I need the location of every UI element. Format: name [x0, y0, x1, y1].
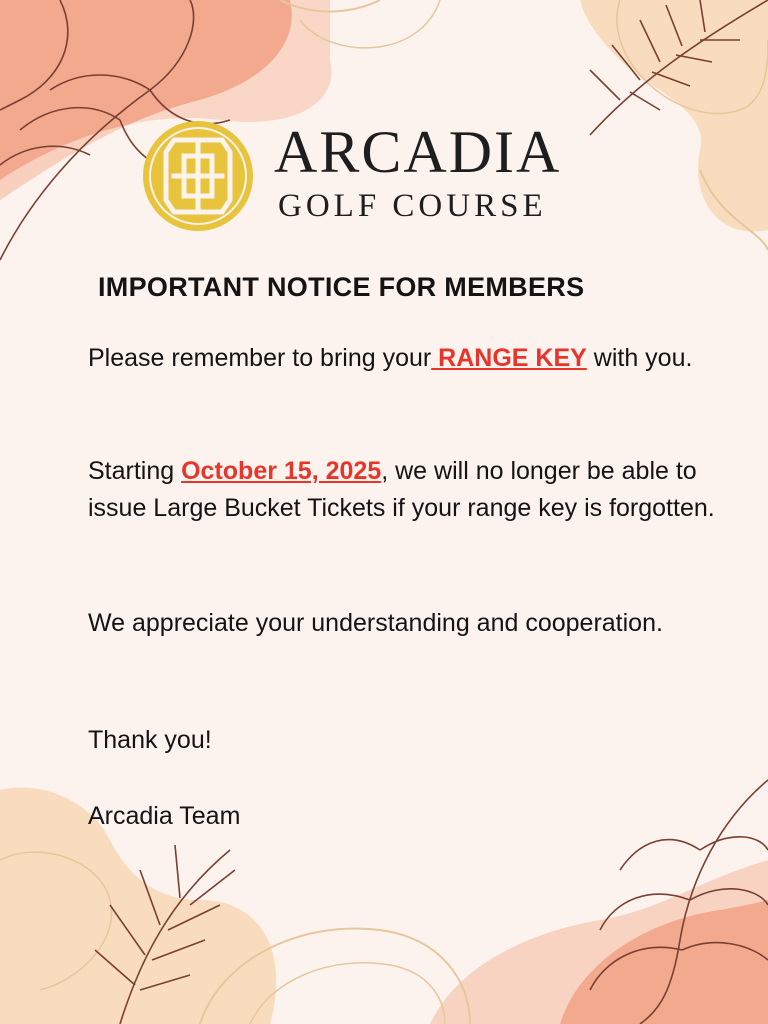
brand-logo [140, 118, 580, 238]
paragraph-thanks: Thank you! [88, 726, 212, 754]
paragraph-range-key [88, 340, 728, 377]
paragraph-text: Starting [88, 457, 182, 485]
paragraph-deadline [88, 453, 728, 527]
paragraph-text: Please remember to bring your [88, 344, 432, 372]
range-key-highlight: RANGE KEY [431, 344, 587, 372]
notice-title: IMPORTANT NOTICE FOR MEMBERS [98, 272, 585, 302]
paragraph-appreciation: We appreciate your understanding and cooperation. [88, 609, 663, 637]
date-highlight: October 15, 2025 [181, 457, 382, 485]
brand-name: ARCADIA [274, 119, 562, 185]
signature: Arcadia Team [88, 802, 241, 830]
arcadia-monogram-icon [140, 118, 256, 234]
brand-subtitle: GOLF COURSE [278, 188, 547, 224]
paragraph-text: , we will no longer be able to issue Large Bucket Tickets if your range key is forgotten. [88, 457, 715, 522]
paragraph-text: with you. [586, 344, 693, 372]
